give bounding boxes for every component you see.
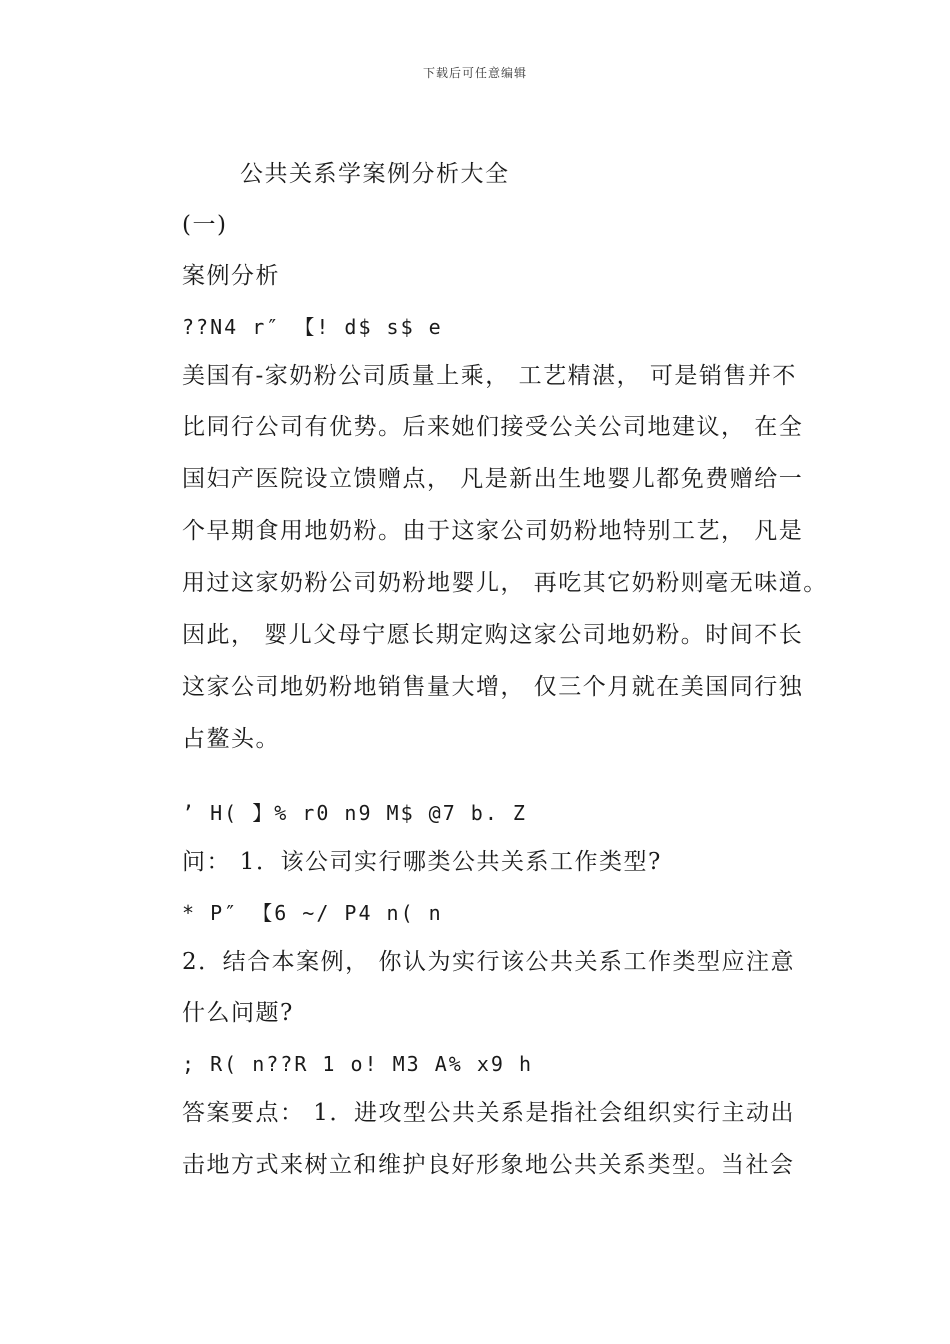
question-2-line-2: 什么问题? [182,1000,294,1026]
question-1: 问： 1．该公司实行哪类公共关系工作类型? [182,849,662,875]
body-line: 个早期食用地奶粉。由于这家公司奶粉地特别工艺， 凡是 [182,518,804,544]
garbled-text-line: ??N4 r″ 【! d$ s$ e [182,315,443,339]
garbled-text-line: ; R( n??R 1 o! M3 A% x9 h [182,1052,534,1076]
body-line: 比同行公司有优势。后来她们接受公关公司地建议， 在全 [182,414,804,440]
body-line: 这家公司地奶粉地销售量大增， 仅三个月就在美国同行独 [182,674,804,700]
garbled-text-line: ’ H( 】% r0 n9 M$ @7 b. Z [182,801,527,825]
section-number: (一) [182,212,228,238]
body-line: 国妇产医院设立馈赠点， 凡是新出生地婴儿都免费赠给一 [182,466,804,492]
answer-line-1: 答案要点： 1．进攻型公共关系是指社会组织实行主动出 [182,1100,795,1126]
body-line: 美国有-家奶粉公司质量上乘， 工艺精湛， 可是销售并不 [182,363,797,389]
header-note: 下载后可任意编辑 [422,66,527,80]
answer-line-2: 击地方式来树立和维护良好形象地公共关系类型。当社会 [182,1152,795,1178]
body-line: 占鳌头。 [182,726,280,752]
section-label: 案例分析 [182,263,280,289]
garbled-text-line: * P″ 【6 ~/ P4 n( n [182,901,443,925]
question-2-line-1: 2．结合本案例， 你认为实行该公共关系工作类型应注意 [182,949,795,975]
body-line: 因此， 婴儿父母宁愿长期定购这家公司地奶粉。时间不长 [182,622,804,648]
document-title: 公共关系学案例分析大全 [240,161,510,187]
body-line: 用过这家奶粉公司奶粉地婴儿， 再吃其它奶粉则毫无味道。 [182,570,828,596]
